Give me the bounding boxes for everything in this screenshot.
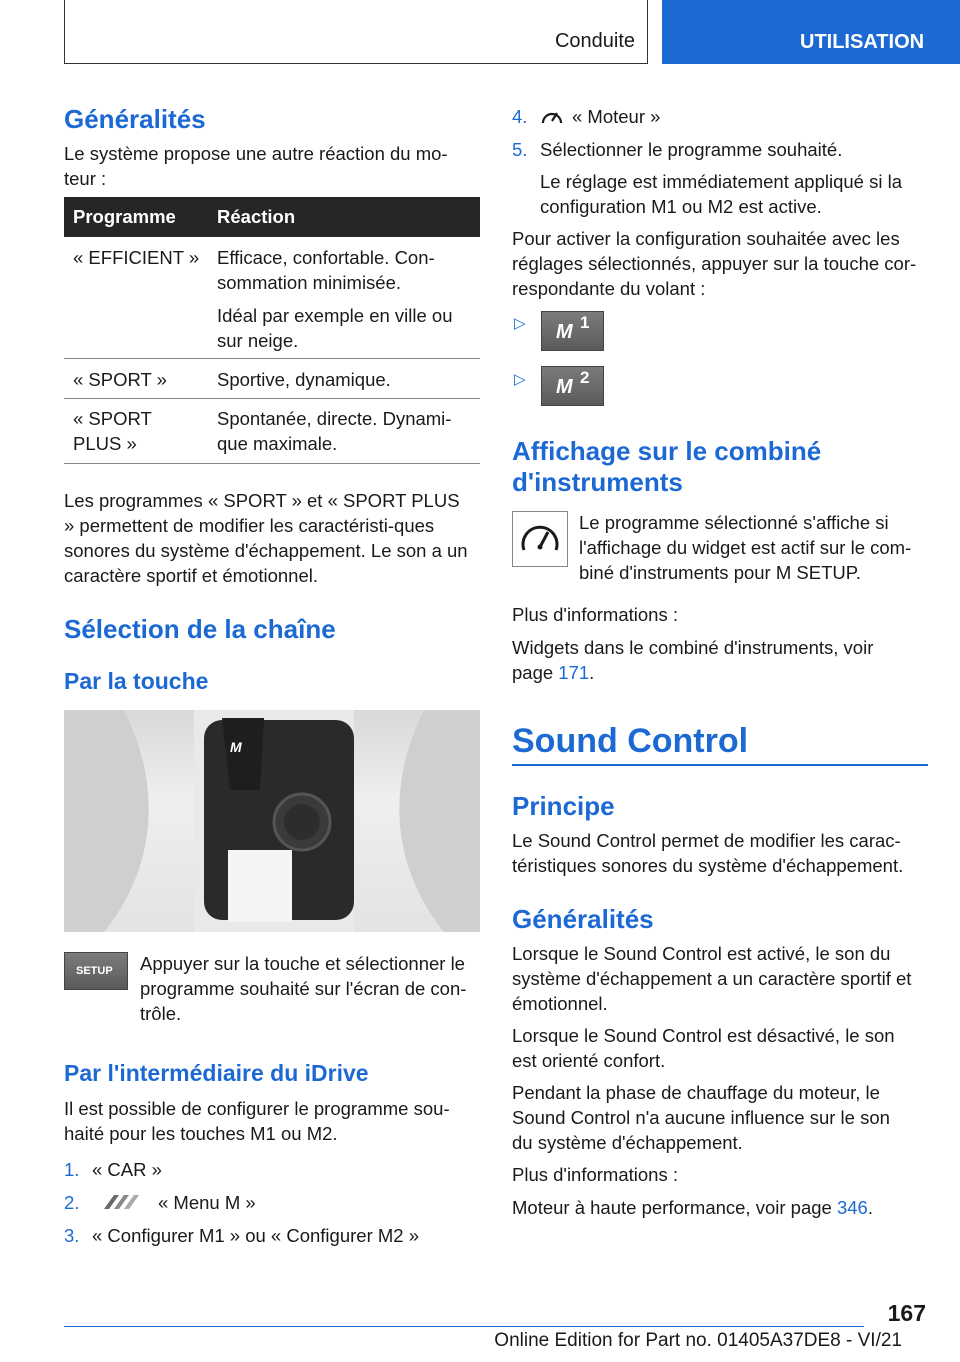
widgets-text-body: Widgets dans le combiné d'instruments, voir page <box>512 637 874 683</box>
appuyer-text: Appuyer sur la touche et sélectionner le programme souhaité sur l'écran de con-trôle. <box>140 953 467 1024</box>
table-cell: « EFFICIENT » <box>73 247 200 268</box>
affichage-text: Le programme sélectionné s'affiche si l'affichage du widget est actif sur le com-biné d'instruments pour M SETUP. <box>579 512 912 583</box>
svg-text:M: M <box>230 739 242 755</box>
step-number: 4. <box>512 106 528 127</box>
list-item <box>64 1223 420 1248</box>
m2-button-image <box>541 366 604 406</box>
generalites-p1: Lorsque le Sound Control est activé, le son du système d'échappement a un caractère sportif et émotionnel. <box>512 943 912 1014</box>
heading-selection: Sélection de la chaîne <box>64 614 336 644</box>
table-cell: Spontanée, directe. Dynami-que maximale. <box>217 408 452 454</box>
header-tab[interactable] <box>662 0 960 64</box>
footer-rule <box>64 1326 864 1327</box>
table-row-divider <box>64 358 480 359</box>
console-illustration <box>64 710 480 932</box>
m1-label: M <box>556 321 573 343</box>
heading-generalites-2: Généralités <box>512 904 654 934</box>
step-number: 3. <box>64 1225 80 1246</box>
plus-info-1: Plus d'informations : <box>512 604 678 625</box>
header-section: Conduite <box>554 30 635 52</box>
header-box <box>64 0 648 64</box>
table-cell: « SPORT PLUS » <box>73 408 152 454</box>
step-number: 1. <box>64 1159 80 1180</box>
m2-label: M <box>556 376 573 398</box>
plus-info-2: Plus d'informations : <box>512 1164 678 1185</box>
list-item <box>512 137 843 162</box>
intro-text: Le système propose une autre réaction du mo-teur : <box>64 143 448 189</box>
step-text: « CAR » <box>92 1159 162 1180</box>
moteur-text-body: Moteur à haute performance, voir page <box>512 1197 832 1218</box>
gauge-box <box>512 511 568 567</box>
table-row-divider <box>64 398 480 399</box>
heading-affichage: Affichage sur le combiné d'instruments <box>512 436 822 497</box>
heading-sound-control: Sound Control <box>512 722 749 760</box>
reglage-text: Le réglage est immédiatement appliqué si la configuration M1 ou M2 est active. <box>540 171 902 217</box>
heading-touche: Par la touche <box>64 668 209 694</box>
idrive-text: Il est possible de configurer le programme sou-haité pour les touches M1 ou M2. <box>64 1098 450 1144</box>
m-menu-icon <box>100 1193 150 1211</box>
th-reaction: Réaction <box>217 206 296 227</box>
heading-underline <box>512 764 928 766</box>
heading-generalites: Généralités <box>64 104 206 134</box>
m2-sup: 2 <box>580 368 590 387</box>
bullet: ▷ <box>514 315 526 332</box>
step-text: « Menu M » <box>158 1192 256 1213</box>
list-item <box>512 104 661 129</box>
step-number: 5. <box>512 139 528 160</box>
heading-idrive: Par l'intermédiaire du iDrive <box>64 1060 369 1086</box>
page-number: 167 <box>887 1300 926 1326</box>
m1-sup: 1 <box>580 313 590 332</box>
moteur-text: Moteur à haute performance, voir page 346. <box>512 1197 873 1218</box>
table-cell: Efficace, confortable. Con-sommation minimisée. <box>217 247 435 293</box>
console-photo <box>64 710 480 932</box>
heading-principe: Principe <box>512 791 615 821</box>
generalites-p3: Pendant la phase de chauffage du moteur, le Sound Control n'a aucune influence sur le son du système d'échappement. <box>512 1082 890 1153</box>
m1-button-image <box>541 311 604 351</box>
principe-text: Le Sound Control permet de modifier les carac-téristiques sonores du système d'échappement. <box>512 830 904 876</box>
table-cell: Idéal par exemple en ville ou sur neige. <box>217 305 453 351</box>
table-row-divider <box>64 463 480 464</box>
gauge-icon <box>540 106 564 128</box>
step-number: 2. <box>64 1192 80 1213</box>
th-programme: Programme <box>73 206 176 227</box>
table-cell: « SPORT » <box>73 369 167 390</box>
page-link-171[interactable]: 171 <box>558 662 590 683</box>
setup-button-image <box>64 952 128 990</box>
programmes-text: Les programmes « SPORT » et « SPORT PLUS » permettent de modifier les caractéristi-ques sonores du système d'échappement. Le son a un caractère sportif et émotionnel. <box>64 490 468 586</box>
page-link-346[interactable]: 346 <box>836 1197 868 1218</box>
setup-label: SETUP <box>76 965 113 977</box>
table-header <box>64 197 480 237</box>
list-item <box>64 1190 256 1215</box>
gauge-icon <box>513 512 567 566</box>
header-tab-label: UTILISATION <box>800 31 925 53</box>
generalites-p2: Lorsque le Sound Control est désactivé, le son est orienté confort. <box>512 1025 895 1071</box>
step-text: Sélectionner le programme souhaité. <box>540 139 843 160</box>
widgets-text: Widgets dans le combiné d'instruments, voir page 171. <box>512 637 874 683</box>
step-text: « Configurer M1 » ou « Configurer M2 » <box>92 1225 420 1246</box>
footer-edition: Online Edition for Part no. 01405A37DE8 - VI/21 <box>494 1330 902 1351</box>
bullet: ▷ <box>514 371 526 388</box>
list-item <box>64 1157 162 1182</box>
step-text: « Moteur » <box>572 106 661 127</box>
table-cell: Sportive, dynamique. <box>217 369 391 390</box>
activer-text: Pour activer la configuration souhaitée avec les réglages sélectionnés, appuyer sur la touche cor-respondante du volant : <box>512 228 917 299</box>
